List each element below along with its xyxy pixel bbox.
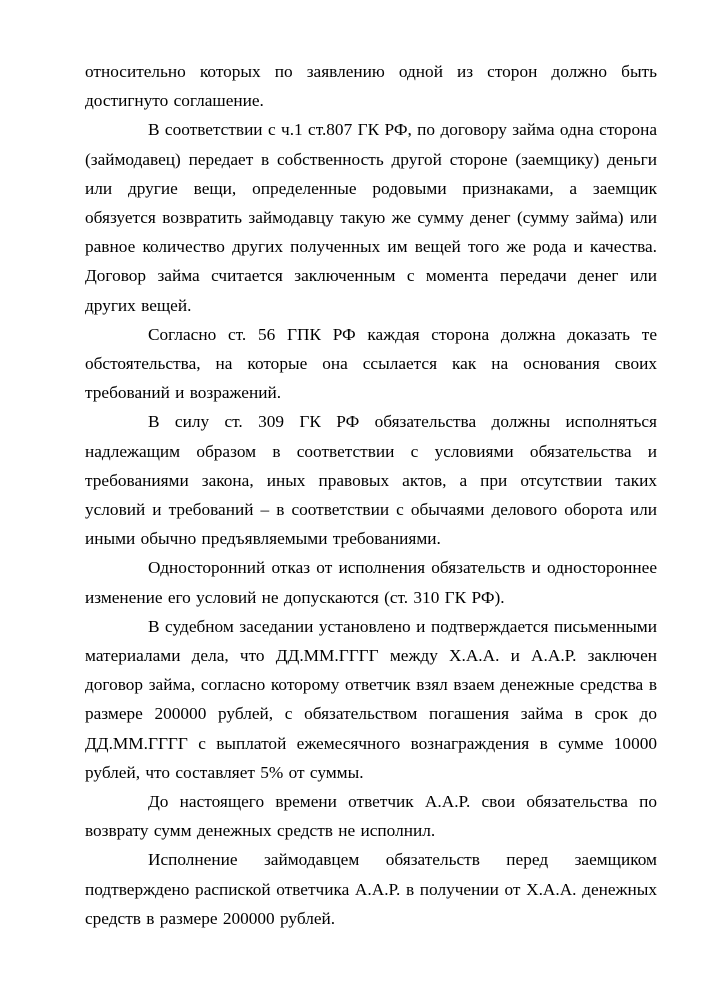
paragraph-gpk-56: Согласно ст. 56 ГПК РФ каждая сторона должна доказать те обстоятельства, на которые она ссылается как на основания своих требований и возражений. bbox=[85, 324, 657, 403]
paragraph-receipt-confirmation: Исполнение займодавцем обязательств перед заемщиком подтверждено распиской ответчика А.А.Р. в получении от Х.А.А. денежных средств в размере 200000 рублей. bbox=[85, 850, 657, 928]
document-text-block bbox=[85, 57, 657, 933]
paragraph-gk-310: Односторонний отказ от исполнения обязательств и одностороннее изменение его условий не допускаются (ст. 310 ГК РФ). bbox=[85, 558, 657, 607]
paragraph-non-performance: До настоящего времени ответчик А.А.Р. свои обязательства по возврату сумм денежных средств не исполнил. bbox=[85, 792, 657, 841]
paragraph-case-facts: В судебном заседании установлено и подтверждается письменными материалами дела, что ДД.ММ.ГГГГ между Х.А.А. и А.А.Р. заключен договор займа, согласно которому ответчик взял взаем денежные средства в размере 200000 рублей, с обязательством погашения займа в срок до ДД.ММ.ГГГГ с выплатой ежемесячного вознаграждения в сумме 10000 рублей, что составляет 5% от суммы. bbox=[85, 616, 657, 782]
paragraph-gk-309: В силу ст. 309 ГК РФ обязательства должны исполняться надлежащим образом в соответствии с условиями обязательства и требованиями закона, иных правовых актов, а при отсутствии таких условий и требований – в соответствии с обычаями делового оборота или иными обычно предъявляемыми требованиями. bbox=[85, 412, 657, 549]
paragraph-continuation: относительно которых по заявлению одной из сторон должно быть достигнуто соглашение. bbox=[85, 62, 657, 111]
paragraph-gk-807: В соответствии с ч.1 ст.807 ГК РФ, по договору займа одна сторона (займодавец) передает в собственность другой стороне (заемщику) деньги или другие вещи, определенные родовыми признаками, а заемщик обязуется возвратить займодавцу такую же сумму денег (сумму займа) или равное количество других полученных им вещей того же рода и качества. Договор займа считается заключенным с момента передачи денег или других вещей. bbox=[85, 120, 657, 315]
